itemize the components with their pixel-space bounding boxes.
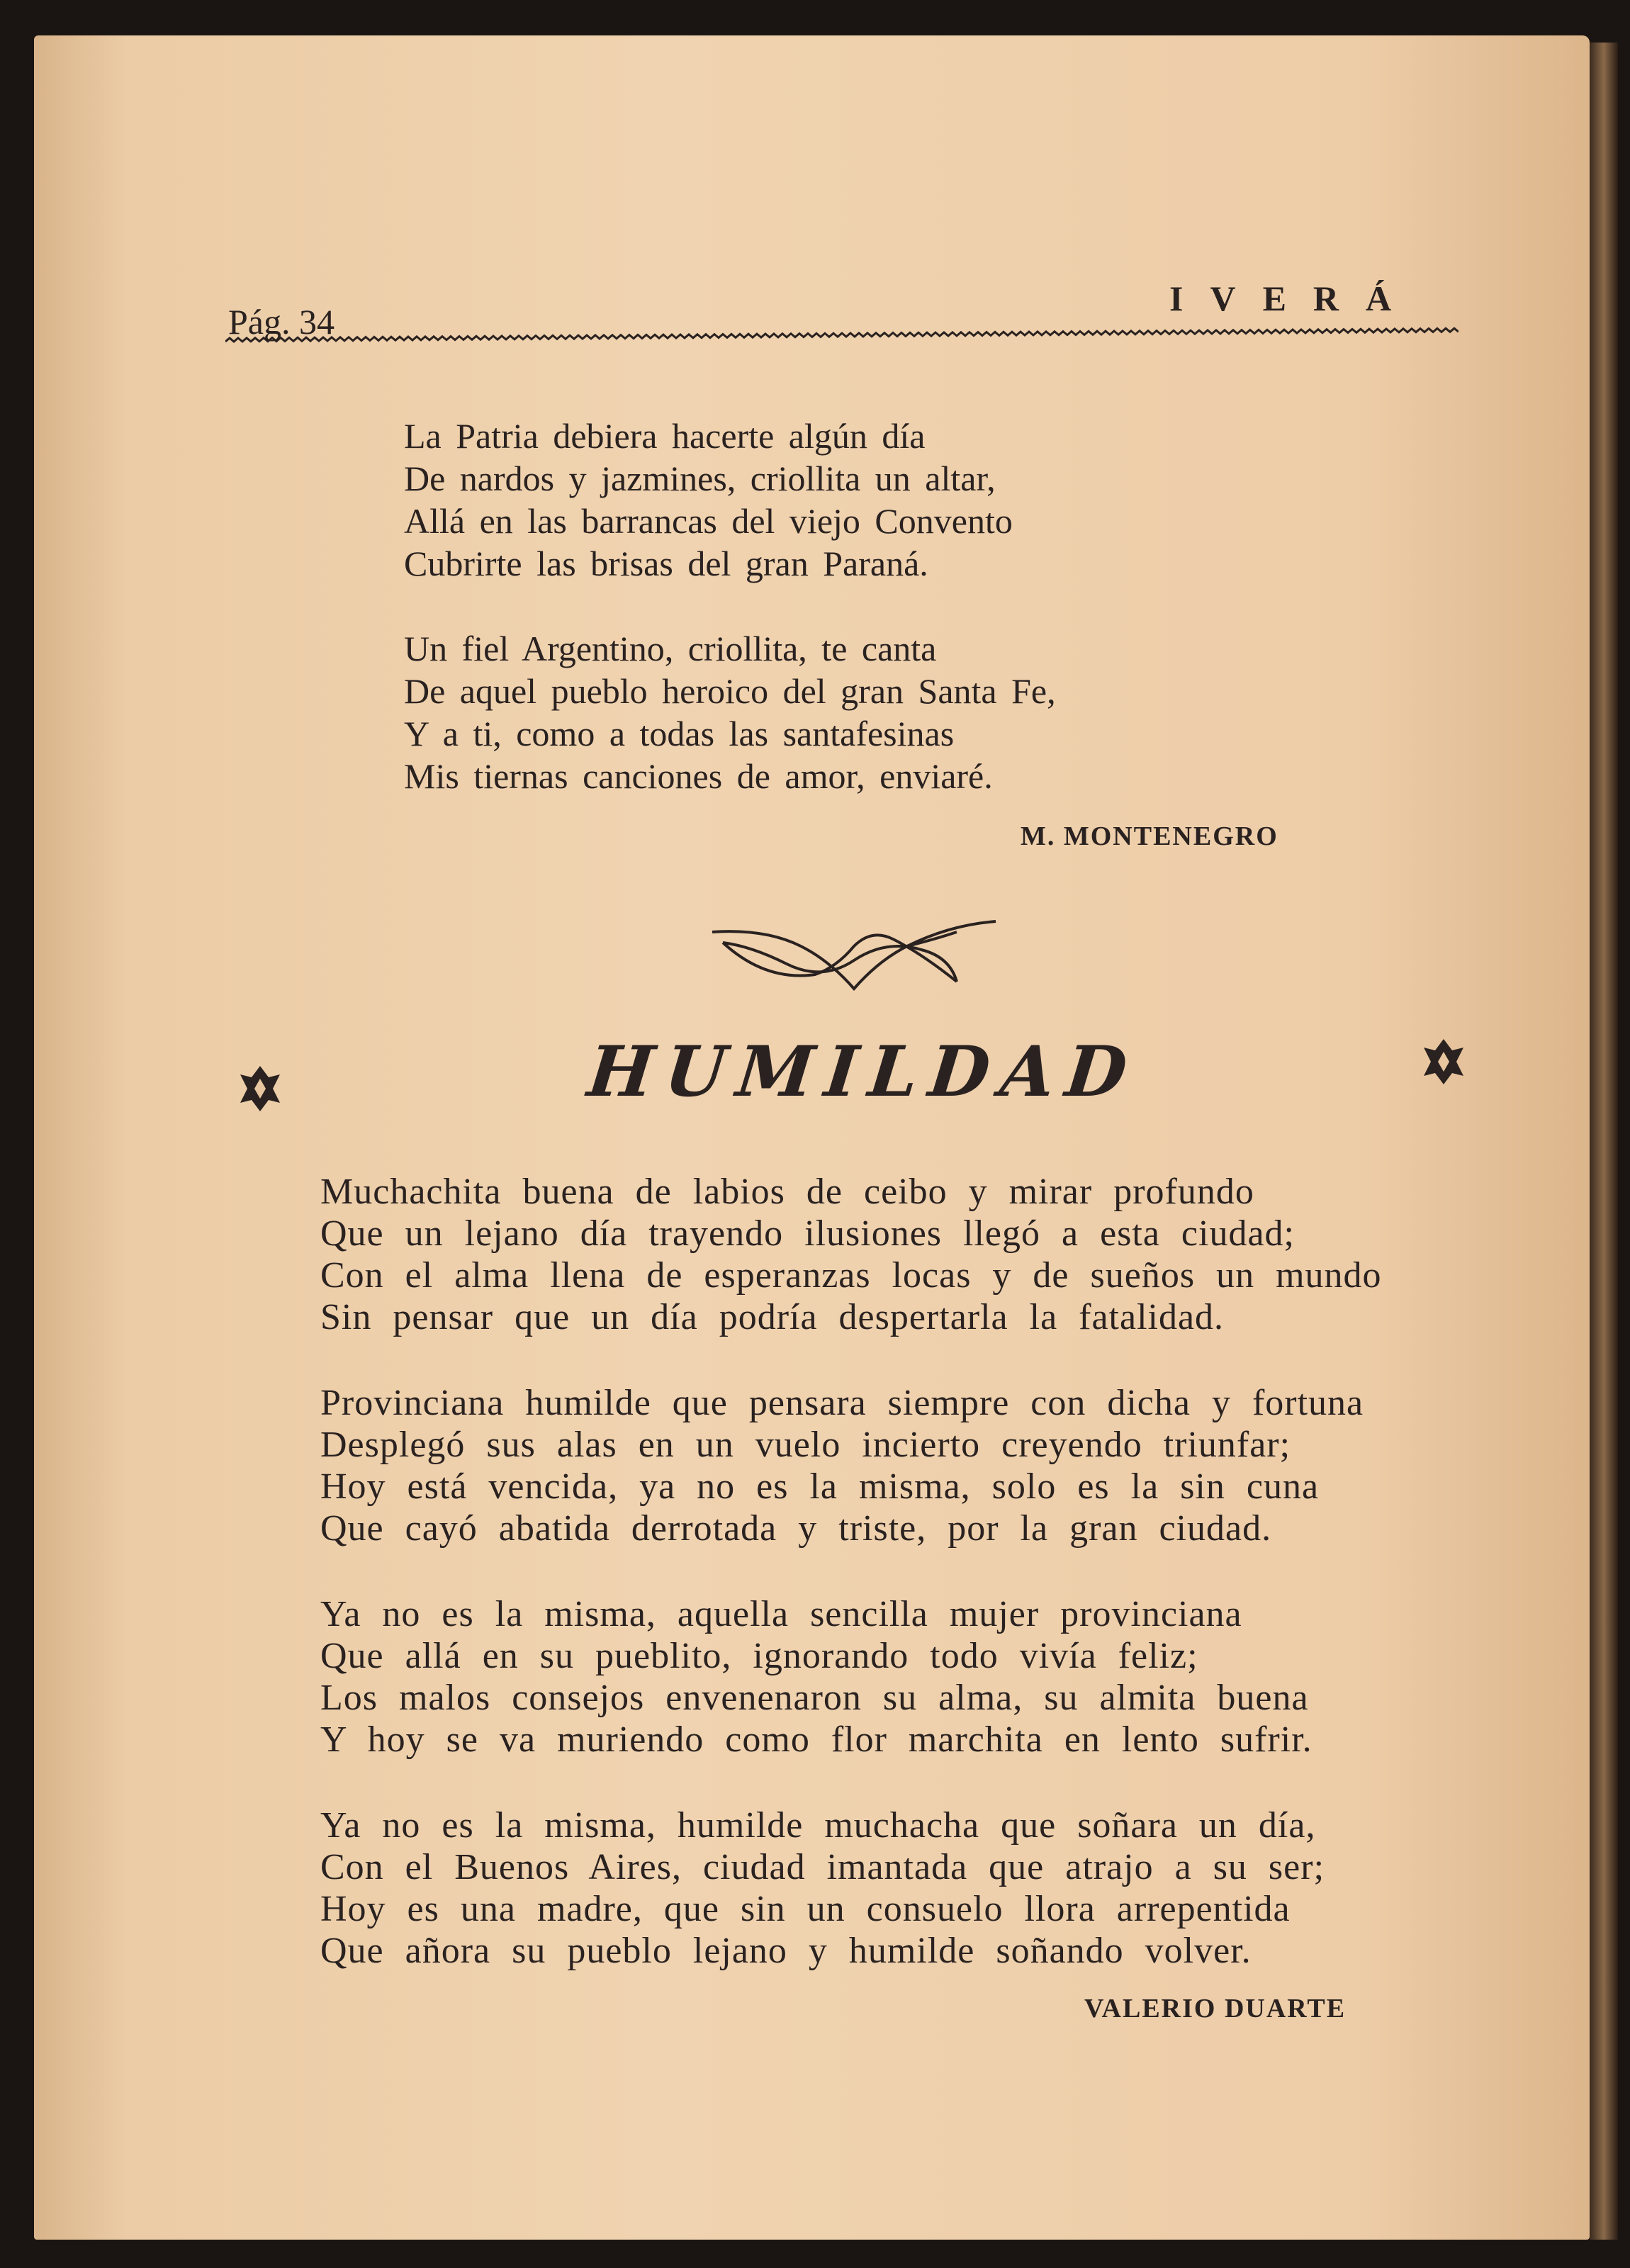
stanza <box>320 1593 1382 1761</box>
verse-line: Que un lejano día trayendo ilusiones llegó a esta ciudad; <box>320 1213 1295 1254</box>
page-number: Pág. 34 <box>228 302 335 342</box>
stanza <box>404 415 1056 585</box>
verse-line: Desplegó sus alas en un vuelo incierto creyendo triunfar; <box>320 1425 1291 1465</box>
stanza <box>320 1382 1382 1549</box>
verse-line: Cubrirte las brisas del gran Paraná. <box>404 544 928 583</box>
verse-line: Ya no es la misma, humilde muchacha que soñara un día, <box>320 1805 1316 1846</box>
stanza <box>320 1804 1382 1972</box>
verse-line: Ya no es la misma, aquella sencilla mujer provinciana <box>320 1594 1242 1634</box>
flower-ornament-icon <box>237 1063 283 1114</box>
verse-line: De aquel pueblo heroico del gran Santa Fe, <box>404 671 1056 711</box>
verse-line: La Patria debiera hacerte algún día <box>404 416 926 456</box>
magazine-title: IVERÁ <box>1169 279 1419 318</box>
verse-line: Y hoy se va muriendo como flor marchita en lento sufrir. <box>320 1719 1313 1760</box>
verse-line: Un fiel Argentino, criollita, te canta <box>404 629 937 668</box>
author-signature: VALERIO DUARTE <box>1084 1994 1347 2023</box>
next-page-edge <box>1590 43 1618 2240</box>
verse-line: Que añora su pueblo lejano y humilde soñando volver. <box>320 1931 1252 1971</box>
verse-line: Que cayó abatida derrotada y triste, por la gran ciudad. <box>320 1508 1272 1549</box>
verse-line: Los malos consejos envenenaron su alma, su almita buena <box>320 1678 1309 1718</box>
stanza <box>320 1171 1382 1338</box>
verse-line: Y a ti, como a todas las santafesinas <box>404 714 955 753</box>
stanza <box>404 627 1056 797</box>
verse-line: Muchachita buena de labios de ceibo y mirar profundo <box>320 1172 1254 1212</box>
poem-title: HUMILDAD <box>583 1031 1142 1113</box>
verse-line: Con el Buenos Aires, ciudad imantada que atrajo a su ser; <box>320 1847 1325 1887</box>
author-signature: M. MONTENEGRO <box>1021 821 1278 851</box>
poem-montenegro <box>404 415 1056 840</box>
verse-line: Hoy está vencida, ya no es la misma, solo es la sin cuna <box>320 1466 1320 1507</box>
verse-line: Sin pensar que un día podría despertarla la fatalidad. <box>320 1297 1225 1337</box>
verse-line: Con el alma llena de esperanzas locas y de sueños un mundo <box>320 1255 1382 1296</box>
verse-line: Hoy es una madre, que sin un consuelo llora arrepentida <box>320 1889 1291 1929</box>
poem-humildad <box>320 1171 1382 2016</box>
ornament-divider-icon <box>709 918 999 999</box>
verse-line: Mis tiernas canciones de amor, enviaré. <box>404 756 993 796</box>
verse-line: Allá en las barrancas del viejo Convento <box>404 501 1013 541</box>
verse-line: Que allá en su pueblito, ignorando todo vivía feliz; <box>320 1636 1198 1676</box>
wavy-rule <box>225 325 1458 346</box>
flower-ornament-icon <box>1421 1036 1466 1087</box>
verse-line: Provinciana humilde que pensara siempre con dicha y fortuna <box>320 1383 1364 1423</box>
verse-line: De nardos y jazmines, criollita un altar, <box>404 459 996 498</box>
